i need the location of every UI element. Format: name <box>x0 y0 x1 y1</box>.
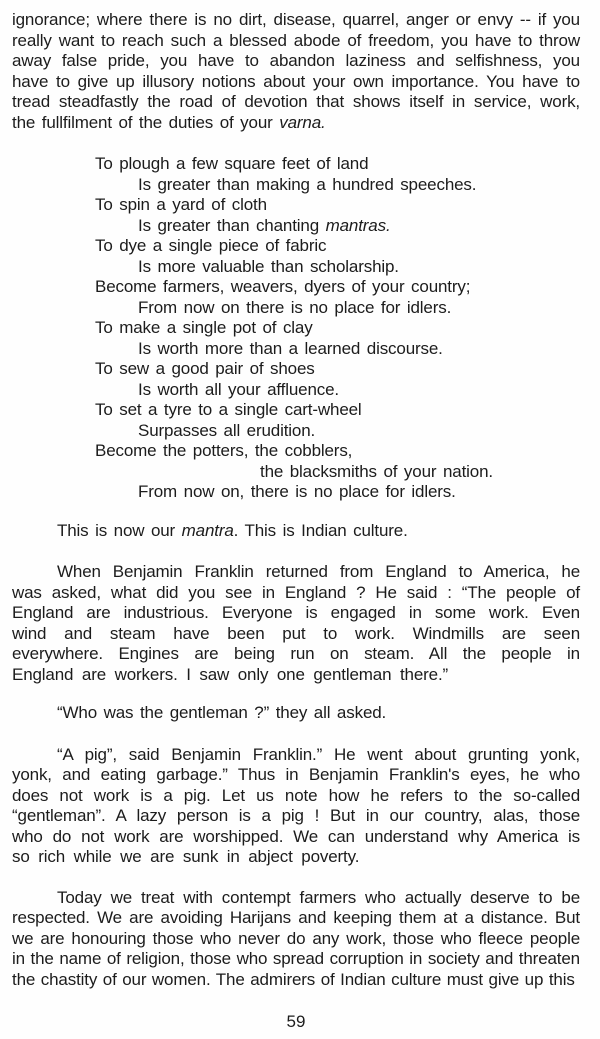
poem-line <box>138 175 580 196</box>
poem-line <box>138 298 580 319</box>
poem-line <box>95 236 580 257</box>
page-number: 59 <box>286 1012 306 1031</box>
poem-line-text: Is greater than making a hundred speeches. <box>138 174 477 194</box>
poem-line <box>95 154 580 175</box>
paragraph-mantra-post: . This is Indian culture. <box>233 520 408 540</box>
paragraph-mantra-pre: This is now our <box>57 520 182 540</box>
poem-line-text: To plough a few square feet of land <box>95 154 369 173</box>
poem-line <box>95 441 580 462</box>
poem-line <box>95 195 580 216</box>
poem-line-text: the blacksmiths of your nation. <box>260 461 493 481</box>
poem-line-text: From now on there is no place for idlers. <box>138 297 452 317</box>
poem-line-text: To sew a good pair of shoes <box>95 359 315 378</box>
poem-line <box>260 462 580 483</box>
italic-word-varna: varna. <box>279 112 326 132</box>
poem-line <box>138 257 580 278</box>
poem-line <box>138 421 580 442</box>
poem-line <box>95 318 580 339</box>
paragraph-intro-text: ignorance; where there is no dirt, disease, quarrel, anger or envy -- if you really want to reach such a blessed abode of freedom, you have to throw away false pride, you have to abandon laziness and selfishness, you have to give up illusory notions about your own importance. You have to tread steadfastly the road of devotion that shows itself in service, work, the fullfilment of the duties of your <box>12 10 580 132</box>
poem-line <box>138 216 580 237</box>
poem-block <box>95 154 580 503</box>
paragraph-mantra <box>12 521 580 542</box>
poem-line-text: To set a tyre to a single cart-wheel <box>95 400 362 419</box>
poem-line <box>138 482 580 503</box>
poem-line-text: Surpasses all erudition. <box>138 420 316 440</box>
paragraph-franklin: When Benjamin Franklin returned from England to America, he was asked, what did you see in England ? He said : “The people of England are industrious. Everyone is engaged in some work. Even wind and steam have been put to work. Windmills are seen everywhere. Engines are being run on steam. All the people in England are workers. I saw only one gentleman there.” <box>12 562 580 684</box>
poem-line <box>95 400 580 421</box>
poem-line-text: To dye a single piece of fabric <box>95 236 327 255</box>
italic-word-mantra: mantra <box>181 520 234 540</box>
poem-line-text: Is worth more than a learned discourse. <box>138 338 443 358</box>
poem-line-text: Is more valuable than scholarship. <box>138 256 399 276</box>
paragraph-pig: “A pig”, said Benjamin Franklin.” He went about grunting yonk, yonk, and eating garbage.” Thus in Benjamin Franklin's eyes, he who does not work is a pig. Let us note how he refers to the so-called “gentleman”. A lazy person is a pig ! But in our country, alas, those who do not work are worshipped. We can understand why America is so rich while we are sunk in abject poverty. <box>12 744 580 866</box>
poem-line-italic-text: mantras. <box>325 215 391 235</box>
poem-line <box>138 339 580 360</box>
poem-line-text: Become the potters, the cobblers, <box>95 441 353 460</box>
poem-line-text: To spin a yard of cloth <box>95 195 267 214</box>
poem-line-text: Is greater than chanting <box>138 215 326 235</box>
paragraph-intro <box>12 10 580 133</box>
paragraph-gentleman: “Who was the gentleman ?” they all asked. <box>57 703 387 722</box>
poem-line <box>138 380 580 401</box>
poem-line-text: From now on, there is no place for idlers. <box>138 482 456 501</box>
poem-line-text: Is worth all your affluence. <box>138 379 339 399</box>
poem-line-text: Become farmers, weavers, dyers of your country; <box>95 277 471 296</box>
poem-line <box>95 277 580 298</box>
poem-line-text: To make a single pot of clay <box>95 318 313 337</box>
paragraph-today: Today we treat with contempt farmers who actually deserve to be respected. We are avoiding Harijans and keeping them at a distance. But we are honouring those who never do any work, those who fleece people in the name of religion, those who spread corruption in society and threaten the chastity of our women. The admirers of Indian culture must give up this <box>12 887 580 989</box>
poem-line <box>95 359 580 380</box>
